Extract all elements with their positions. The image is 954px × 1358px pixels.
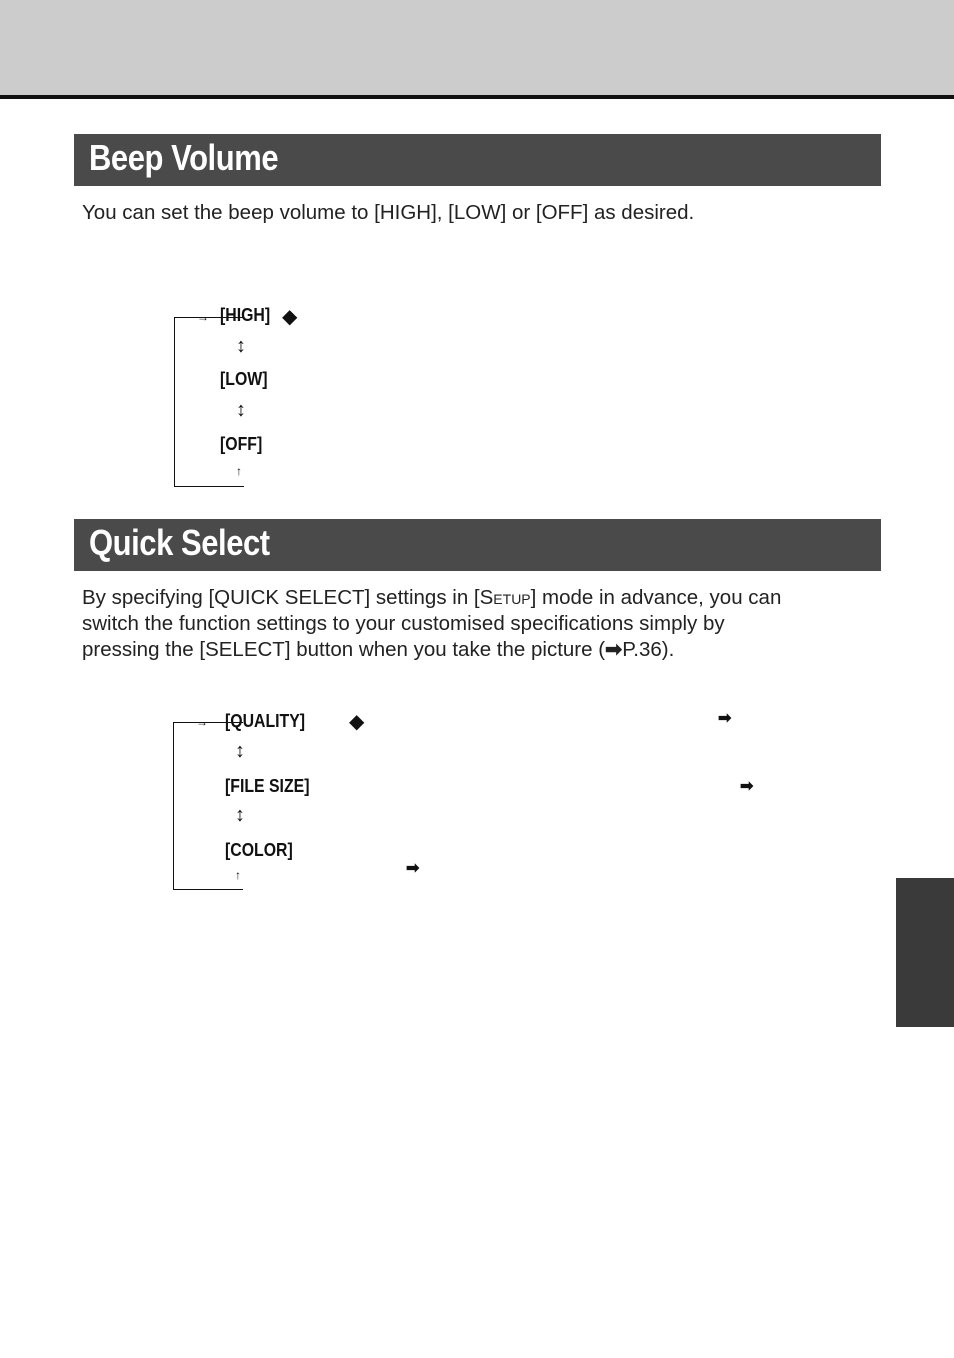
loop-arrow-icon: → <box>197 310 209 324</box>
section-header-quick-select <box>74 519 881 571</box>
cycle-loop-line <box>174 317 244 487</box>
right-arrow-icon: ➡ <box>740 778 754 795</box>
page-header-band <box>0 0 954 99</box>
right-arrow-icon: ➡ <box>605 638 623 661</box>
option-color: [COLOR] <box>225 840 293 860</box>
description-line-2: switch the function settings to your customised specifications simply by <box>82 612 725 635</box>
beep-volume-description: You can set the beep volume to [HIGH], [LOW] or [OFF] as desired. <box>82 201 695 224</box>
option-off: [OFF] <box>220 434 263 454</box>
description-line-1: By specifying [QUICK SELECT] settings in [Setup] mode in advance, you can <box>82 586 782 609</box>
up-down-arrow-icon: ↕ <box>235 804 245 826</box>
section-title: Quick Select <box>89 522 270 563</box>
up-down-arrow-icon: ↕ <box>236 335 246 357</box>
loop-up-arrow-icon: ↑ <box>236 464 242 478</box>
cycle-loop-line <box>173 722 243 890</box>
up-down-arrow-icon: ↕ <box>236 399 246 421</box>
diamond-icon: ◆ <box>349 711 365 733</box>
diamond-icon: ◆ <box>282 306 298 328</box>
chapter-side-tab <box>896 878 954 1027</box>
option-quality: [QUALITY] <box>225 711 306 731</box>
description-line-3: pressing the [SELECT] button when you take the picture (➡P.36). <box>82 638 675 661</box>
right-arrow-icon: ➡ <box>718 710 732 727</box>
setup-mode-label: Setup <box>479 586 531 609</box>
section-title: Beep Volume <box>89 137 279 178</box>
option-file-size: [FILE SIZE] <box>225 776 310 796</box>
right-arrow-icon: ➡ <box>406 860 420 877</box>
option-high: [HIGH] <box>220 305 271 325</box>
section-header-beep-volume <box>74 134 881 186</box>
quick-select-description <box>82 585 781 663</box>
up-down-arrow-icon: ↕ <box>235 740 245 762</box>
loop-up-arrow-icon: ↑ <box>235 868 241 882</box>
option-low: [LOW] <box>220 369 268 389</box>
loop-arrow-icon: → <box>196 715 208 729</box>
